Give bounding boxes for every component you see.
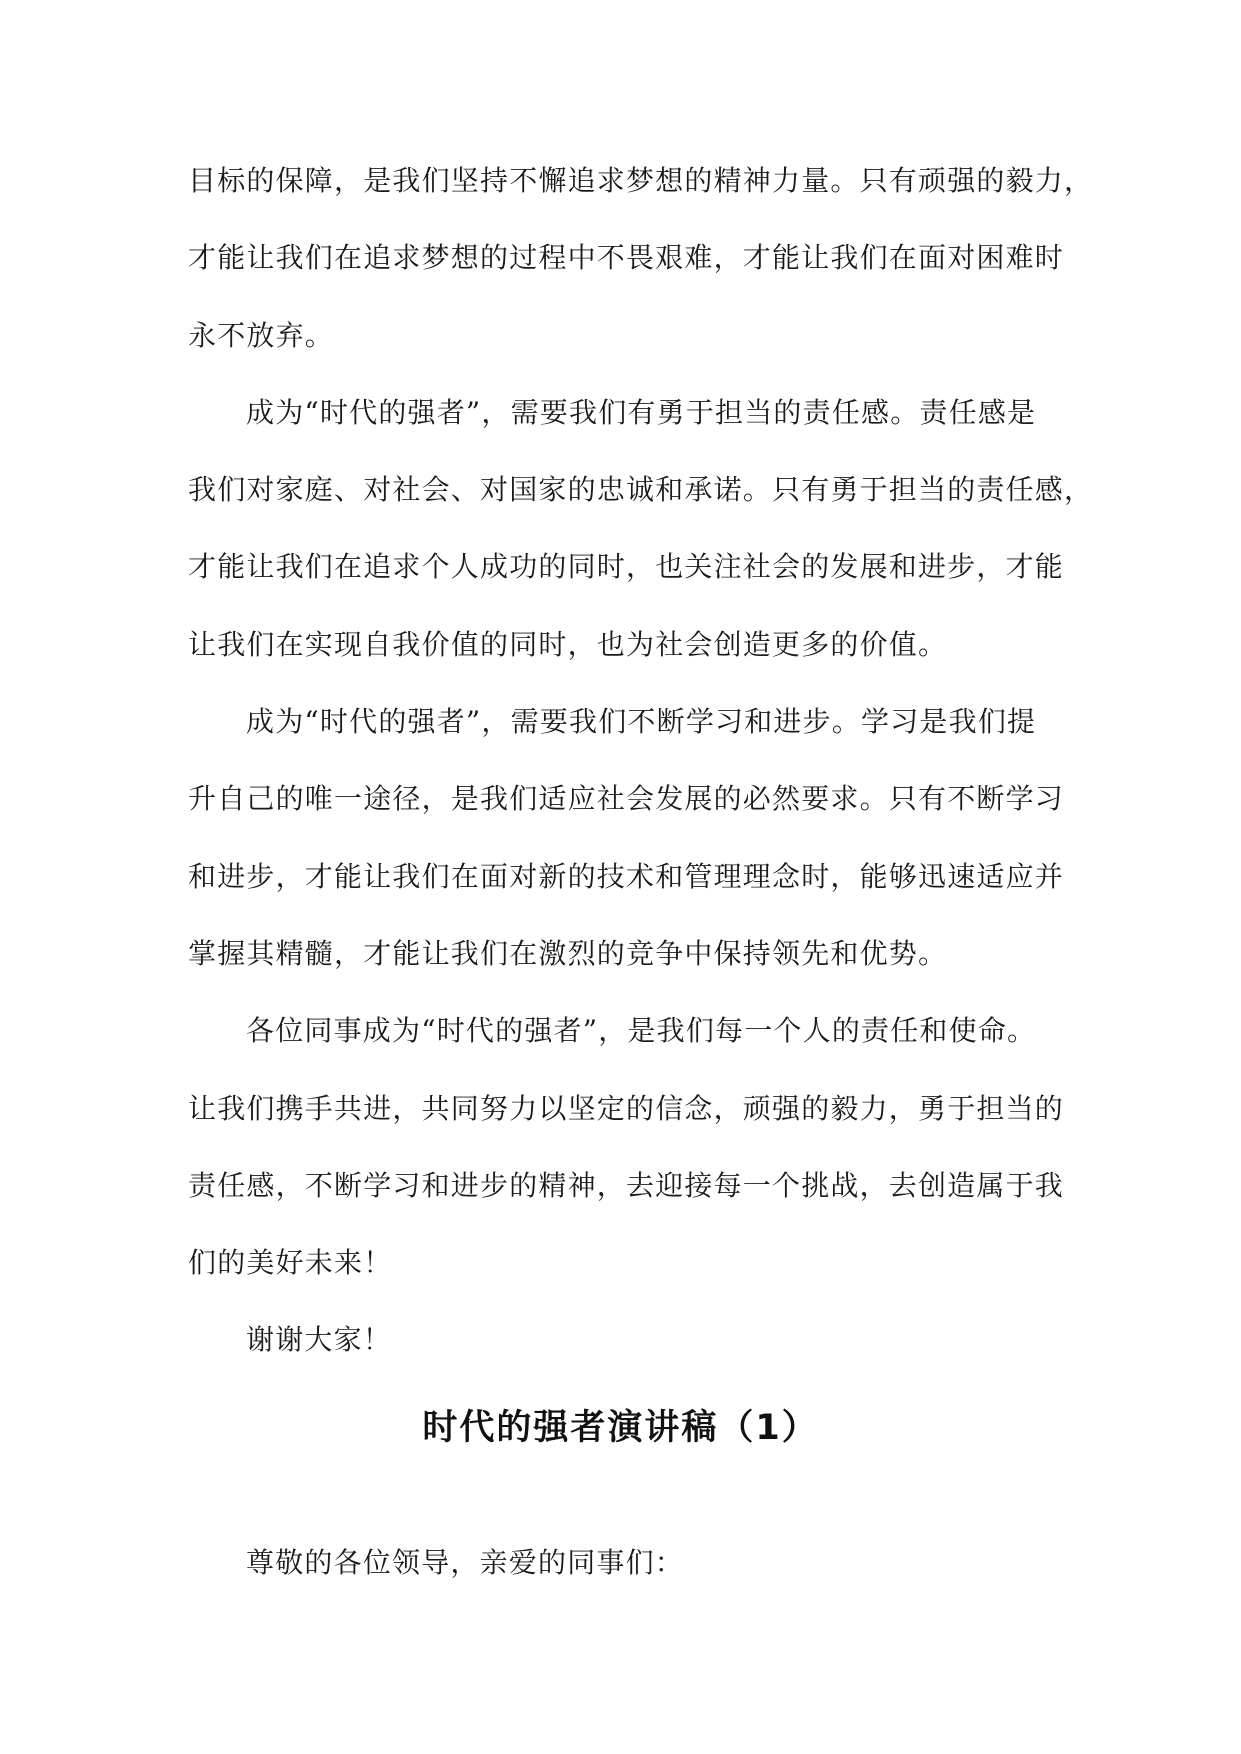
text-line: 责任感，不断学习和进步的精神，去迎接每一个挑战，去创造属于我 [188,1168,1065,1202]
text-line: 目标的保障，是我们坚持不懈追求梦想的精神力量。只有顽强的毅力， [188,164,1094,197]
document-title: 时代的强者演讲稿（1） [422,1408,819,1448]
salutation: 尊敬的各位领导，亲爱的同事们： [246,1546,685,1579]
text-line: 们的美好未来！ [188,1246,393,1280]
text-line: 才能让我们在追求梦想的过程中不畏艰难，才能让我们在面对困难时 [188,241,1065,275]
text-line: 才能让我们在追求个人成功的同时，也关注社会的发展和进步，才能 [188,550,1065,584]
text-line: 让我们在实现自我价值的同时，也为社会创造更多的价值。 [188,627,948,661]
text-line: 永不放弃。 [188,318,335,352]
text-line: 升自己的唯一途径，是我们适应社会发展的必然要求。只有不断学习 [188,782,1065,816]
text-line: 成为“时代的强者”，需要我们不断学习和进步。学习是我们提 [246,705,1037,739]
text-line: 成为“时代的强者”，需要我们有勇于担当的责任感。责任感是 [246,395,1037,429]
text-line: 掌握其精髓，才能让我们在激烈的竞争中保持领先和优势。 [188,936,948,970]
text-line: 让我们携手共进，共同努力以坚定的信念，顽强的毅力，勇于担当的 [188,1091,1065,1125]
text-line: 我们对家庭、对社会、对国家的忠诚和承诺。只有勇于担当的责任感， [188,473,1094,507]
text-line: 谢谢大家！ [246,1323,393,1357]
text-line: 和进步，才能让我们在面对新的技术和管理理念时，能够迅速适应并 [188,859,1065,893]
document-body [188,142,1094,1379]
text-line: 各位同事成为“时代的强者”，是我们每一个人的责任和使命。 [246,1014,1037,1048]
